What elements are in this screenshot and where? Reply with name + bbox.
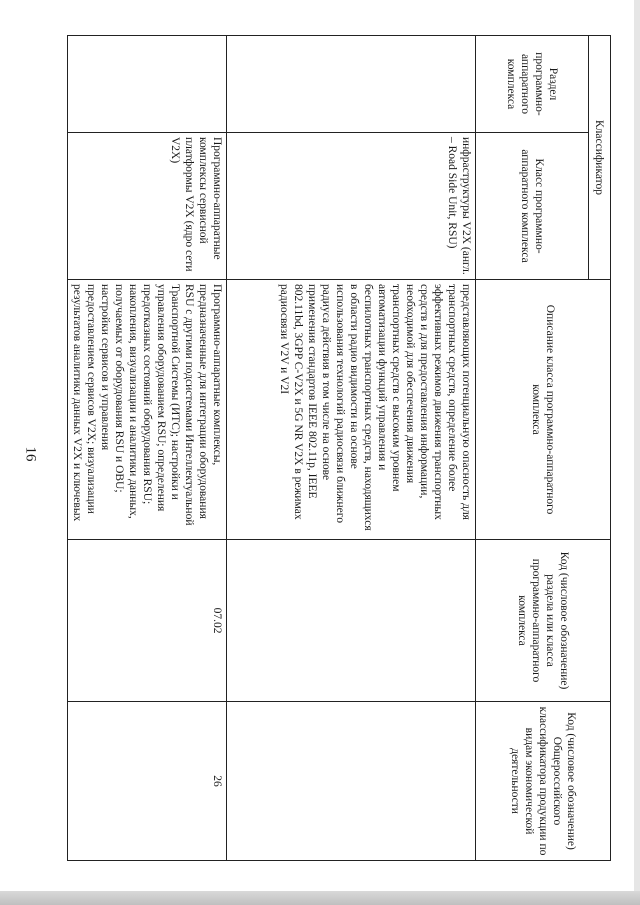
header-class: Класс программно-аппаратного комплекса: [476, 133, 589, 280]
cell-code-section: 07.02: [68, 540, 227, 702]
cell-code-section: [227, 540, 476, 702]
cell-code-okved: [227, 702, 476, 861]
table-row: [68, 36, 227, 861]
header-code-section: Код (числовое обозначение) раздела или класса программно-аппаратного комплекса: [476, 540, 611, 702]
header-classifier: Классификатор: [589, 36, 611, 280]
cell-section: [227, 36, 476, 133]
cell-class: Программно-аппаратные комплексы сервисной платформы V2X (ядро сети V2X): [68, 133, 227, 280]
scan-edge: [634, 0, 640, 905]
cell-description: представляющих потенциальную опасность для транспортных средств, определение более эффективных режимов движения транспортных средств и для предоставления информации, необходимой для обеспечения движения транспортных средств с высоким уровнем автоматизации функций управления и беспилотных транспортных средств, находящихся в области радио видимости на основе использования технологий радиосвязи ближнего радиуса действия в том числе на основе применения стандартов IEEE 802.11p, IEEE 802.11bd, 3GPP C-V2X и 5G NR V2X в режимах радиосвязи V2V и V2I: [227, 280, 476, 540]
document-sheet: [51, 35, 611, 860]
header-code-okved: Код (числовое обозначение) Общероссийского классификатора продукции по видам экономической деятельности: [476, 702, 611, 861]
cell-code-okved: 26: [68, 702, 227, 861]
cell-description: Программно-аппаратные комплексы, предназначенные для интеграции оборудования RSU с другими подсистемами Интеллектуальной Транспортной Системы (ИТС); настройки и управления оборудованием RSU; определения предотказных состояний оборудования RSU; накопления, визуализации и аналитики данных, получаемых от оборудования RSU и OBU; настройки сервисов и управления предоставлением сервисов V2X; визуализации результатов аналитики данных V2X и ключевых: [68, 280, 227, 540]
header-section: Раздел программно-аппаратного комплекса: [476, 36, 589, 133]
header-description: Описание класса программно-аппаратного комплекса: [476, 280, 611, 540]
cell-class: инфраструктуры V2X (англ. – Road Side Unit, RSU): [227, 133, 476, 280]
cell-section: [68, 36, 227, 133]
page-number: 16: [22, 446, 39, 462]
table-row: [227, 36, 476, 861]
classifier-table: [67, 35, 611, 861]
scan-edge: [0, 891, 640, 905]
